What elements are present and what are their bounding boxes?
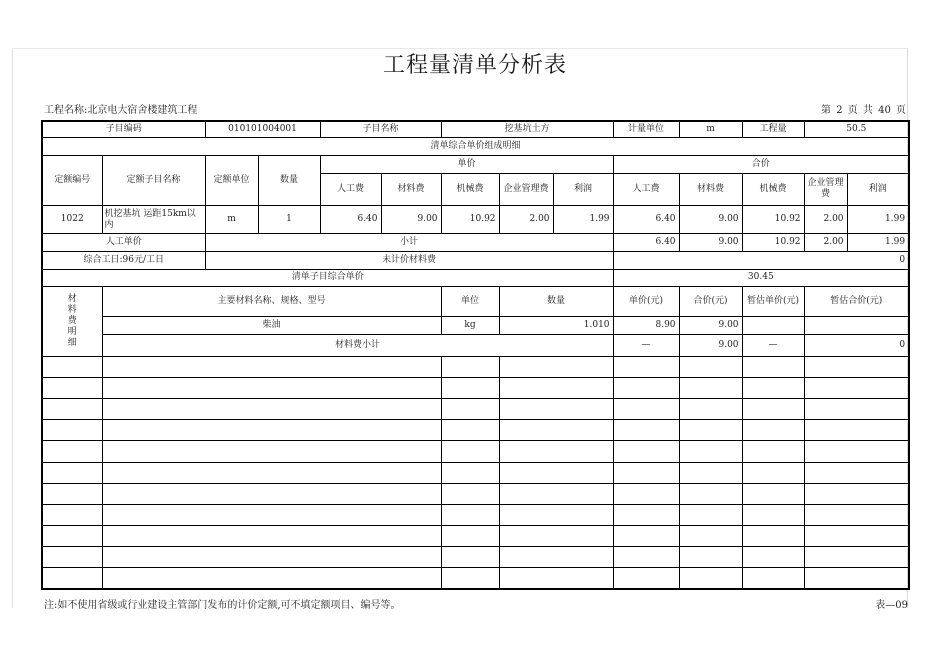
empty-row (42, 525, 909, 546)
sub-col-header: 利润 (847, 173, 909, 205)
item-name-label: 子目名称 (320, 121, 441, 137)
sub-col-header: 机械费 (441, 173, 499, 205)
mat-name: 柴油 (102, 316, 441, 334)
empty-row (42, 504, 909, 525)
empty-row (42, 420, 909, 441)
material-side-label (42, 286, 102, 356)
footer-note: 注:如不使用省级或行业建设主管部门发布的计价定额,可不填定额项目、编号等。 (44, 600, 401, 611)
quota-name: 机挖基坑 运距15km以内 (102, 206, 205, 234)
material-header-row (42, 286, 909, 316)
quantity-label: 工程量 (742, 121, 804, 137)
mat-col-est-price: 暂估单价(元) (742, 286, 804, 316)
detail-title: 清单综合单价组成明细 (42, 137, 909, 155)
side-char: 材 (67, 293, 77, 304)
mat-est-price (742, 316, 804, 334)
quota-row (42, 206, 909, 234)
mat-col-name: 主要材料名称、规格、型号 (102, 286, 441, 316)
form-number: 表—09 (875, 600, 908, 611)
item-code-label: 子目编码 (42, 121, 205, 137)
sub-col-header: 企业管理费 (499, 173, 553, 205)
col-quantity: 数量 (258, 155, 320, 205)
sub-col-header: 人工费 (613, 173, 679, 205)
item-name: 挖基坑土方 (441, 121, 613, 137)
quota-value: 2.00 (499, 206, 553, 234)
mat-subtotal-total: 9.00 (679, 334, 742, 356)
col-quota-name: 定额子目名称 (102, 155, 205, 205)
item-header-row (42, 121, 909, 137)
col-quota-unit: 定额单位 (205, 155, 258, 205)
mat-subtotal-dash: — (742, 334, 804, 356)
mat-subtotal-label: 材料费小计 (102, 334, 613, 356)
mat-col-unit: 单位 (441, 286, 499, 316)
subtotal-value: 2.00 (804, 234, 847, 252)
unit-value: m (679, 121, 742, 137)
group-unit-price: 单价 (320, 155, 613, 173)
quota-no: 1022 (42, 206, 102, 234)
quota-value: 6.40 (613, 206, 679, 234)
page-title: 工程量清单分析表 (382, 53, 567, 78)
item-code: 010101004001 (205, 121, 320, 137)
quota-qty: 1 (258, 206, 320, 234)
material-row (42, 316, 909, 334)
empty-row (42, 483, 909, 504)
mat-qty: 1.010 (499, 316, 613, 334)
quota-value: 9.00 (679, 206, 742, 234)
page-number: 第 2 页 共 40 页 (821, 105, 906, 116)
side-char: 明 (67, 326, 77, 337)
sub-col-header: 材料费 (679, 173, 742, 205)
side-char: 料 (67, 304, 77, 315)
empty-row (42, 568, 909, 589)
mat-col-price: 单价(元) (613, 286, 679, 316)
project-name: 工程名称:北京电大宿舍楼建筑工程 (44, 105, 198, 116)
mat-subtotal-dash: — (613, 334, 679, 356)
quota-value: 9.00 (381, 206, 441, 234)
subtotal-row (42, 234, 909, 252)
mat-col-est-total: 暂估合价(元) (804, 286, 909, 316)
material-subtotal-row (42, 334, 909, 356)
sub-col-header: 人工费 (320, 173, 381, 205)
sub-col-header: 利润 (553, 173, 613, 205)
mat-col-qty: 数量 (499, 286, 613, 316)
mat-price: 8.90 (613, 316, 679, 334)
labor-price-label: 人工单价 (42, 234, 205, 252)
unpriced-label: 未计价材料费 (205, 252, 613, 270)
subtotal-value: 6.40 (613, 234, 679, 252)
mat-unit: kg (441, 316, 499, 334)
sub-col-header: 材料费 (381, 173, 441, 205)
subtotal-value: 9.00 (679, 234, 742, 252)
quota-value: 1.99 (847, 206, 909, 234)
empty-row (42, 547, 909, 568)
quota-value: 6.40 (320, 206, 381, 234)
empty-row (42, 356, 909, 377)
empty-row (42, 399, 909, 420)
empty-row (42, 462, 909, 483)
side-char: 费 (67, 315, 77, 326)
mat-col-total: 合价(元) (679, 286, 742, 316)
composite-label: 清单子目综合单价 (42, 270, 613, 286)
sub-col-header: 机械费 (742, 173, 804, 205)
quota-value: 1.99 (553, 206, 613, 234)
group-total: 合价 (613, 155, 909, 173)
analysis-table (41, 120, 910, 590)
subtotal-label: 小计 (205, 234, 613, 252)
quantity-value: 50.5 (804, 121, 909, 137)
quota-value: 10.92 (441, 206, 499, 234)
quota-unit: m (205, 206, 258, 234)
unpriced-value: 0 (613, 252, 909, 270)
subtotal-value: 1.99 (847, 234, 909, 252)
mat-subtotal-est-total: 0 (804, 334, 909, 356)
quota-value: 10.92 (742, 206, 804, 234)
col-quota-no: 定额编号 (42, 155, 102, 205)
sub-col-header: 企业管理费 (804, 173, 847, 205)
empty-row (42, 378, 909, 399)
labor-rate: 综合工日:96元/工日 (42, 252, 205, 270)
page-border-left (12, 48, 13, 608)
composite-value: 30.45 (613, 270, 909, 286)
side-char: 细 (67, 337, 77, 348)
mat-est-total (804, 316, 909, 334)
subtotal-value: 10.92 (742, 234, 804, 252)
unit-label: 计量单位 (613, 121, 679, 137)
mat-total: 9.00 (679, 316, 742, 334)
quota-value: 2.00 (804, 206, 847, 234)
empty-row (42, 441, 909, 462)
